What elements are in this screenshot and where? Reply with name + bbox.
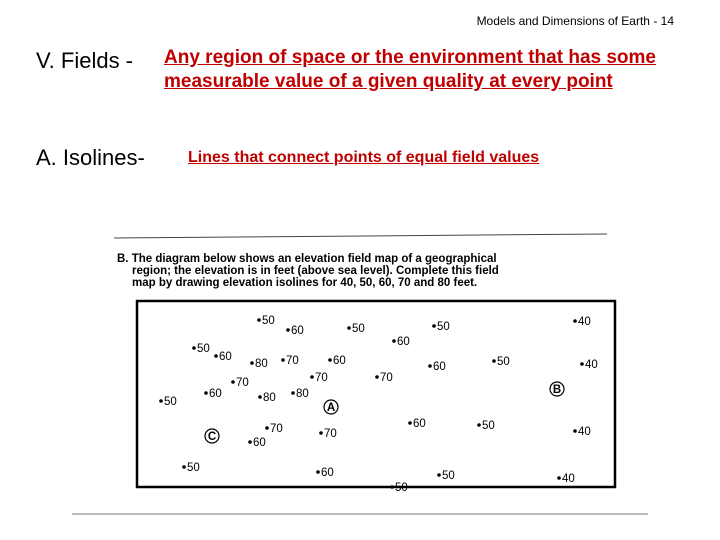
elevation-point-label: 80 [263, 392, 276, 404]
elevation-point-dot [319, 431, 323, 435]
marker-label: A [326, 402, 336, 414]
instruction-line-3: map by drawing elevation isolines for 40, 50, 60, 70 and 80 feet. [132, 277, 478, 289]
elevation-point-dot [573, 429, 577, 433]
elevation-point-label: 70 [315, 372, 328, 384]
elevation-point-label: 70 [324, 428, 337, 440]
elevation-point-dot [437, 473, 441, 477]
elevation-point-dot [286, 328, 290, 332]
elevation-point-label: 40 [585, 359, 598, 371]
isolines-definition: Lines that connect points of equal field values [188, 149, 540, 166]
slide-header: Models and Dimensions of Earth - 14 [476, 14, 674, 28]
isolines-term: A. Isolines- [36, 145, 145, 170]
elevation-point-label: 50 [442, 470, 455, 482]
elevation-point-dot [477, 423, 481, 427]
elevation-point-label: 50 [187, 462, 200, 474]
elevation-point-dot [182, 465, 186, 469]
elevation-point-dot [291, 391, 295, 395]
elevation-point-dot [316, 470, 320, 474]
elevation-point-dot [428, 364, 432, 368]
elevation-point-label: 50 [437, 321, 450, 333]
elevation-point-label: 50 [497, 356, 510, 368]
elevation-point-dot [432, 324, 436, 328]
elevation-points [159, 315, 598, 494]
elevation-point-dot [248, 440, 252, 444]
fields-definition: Any region of space or the environment that has some measurable value of a given quality at every point [164, 47, 656, 92]
elevation-point-label: 60 [209, 388, 222, 400]
elevation-point-dot [328, 358, 332, 362]
instruction-line-1: B. The diagram below shows an elevation field map of a geographical [117, 253, 497, 265]
elevation-point-label: 60 [413, 418, 426, 430]
elevation-point-label: 60 [333, 355, 346, 367]
elevation-point-label: 60 [321, 467, 334, 479]
elevation-point-label: 60 [433, 361, 446, 373]
elevation-point-dot [281, 358, 285, 362]
elevation-point-dot [257, 318, 261, 322]
figure-top-rule [114, 234, 607, 238]
marker-label: B [552, 384, 562, 396]
elevation-point-label: 70 [236, 377, 249, 389]
elevation-point-label: 50 [197, 343, 210, 355]
marker-label: C [207, 431, 217, 443]
elevation-point-label: 40 [578, 426, 591, 438]
elevation-point-dot [573, 319, 577, 323]
elevation-point-label: 60 [291, 325, 304, 337]
elevation-point-dot [265, 426, 269, 430]
location-markers [205, 382, 564, 443]
elevation-point-label: 70 [270, 423, 283, 435]
elevation-point-label: 60 [397, 336, 410, 348]
elevation-point-label: 70 [380, 372, 393, 384]
elevation-point-dot [375, 375, 379, 379]
elevation-point-label: 50 [395, 482, 408, 494]
elevation-field-map-figure [70, 222, 670, 522]
elevation-point-label: 40 [562, 473, 575, 485]
elevation-point-dot [258, 395, 262, 399]
elevation-point-label: 60 [219, 351, 232, 363]
elevation-point-dot [231, 380, 235, 384]
elevation-point-label: 40 [578, 316, 591, 328]
fields-term: V. Fields - [36, 48, 134, 73]
elevation-point-label: 80 [296, 388, 309, 400]
elevation-point-dot [557, 476, 561, 480]
elevation-point-label: 50 [164, 396, 177, 408]
elevation-point-label: 70 [286, 355, 299, 367]
elevation-point-dot [392, 339, 396, 343]
elevation-point-label: 60 [253, 437, 266, 449]
elevation-point-label: 50 [262, 315, 275, 327]
elevation-point-label: 50 [352, 323, 365, 335]
elevation-point-dot [310, 375, 314, 379]
elevation-point-dot [204, 391, 208, 395]
elevation-point-dot [159, 399, 163, 403]
elevation-point-dot [347, 326, 351, 330]
elevation-point-dot [408, 421, 412, 425]
elevation-point-dot [214, 354, 218, 358]
elevation-point-label: 80 [255, 358, 268, 370]
elevation-point-dot [492, 359, 496, 363]
elevation-point-dot [580, 362, 584, 366]
elevation-point-dot [250, 361, 254, 365]
elevation-point-label: 50 [482, 420, 495, 432]
elevation-point-dot [390, 485, 394, 489]
elevation-point-dot [192, 346, 196, 350]
instruction-line-2: region; the elevation is in feet (above sea level). Complete this field [132, 265, 499, 277]
